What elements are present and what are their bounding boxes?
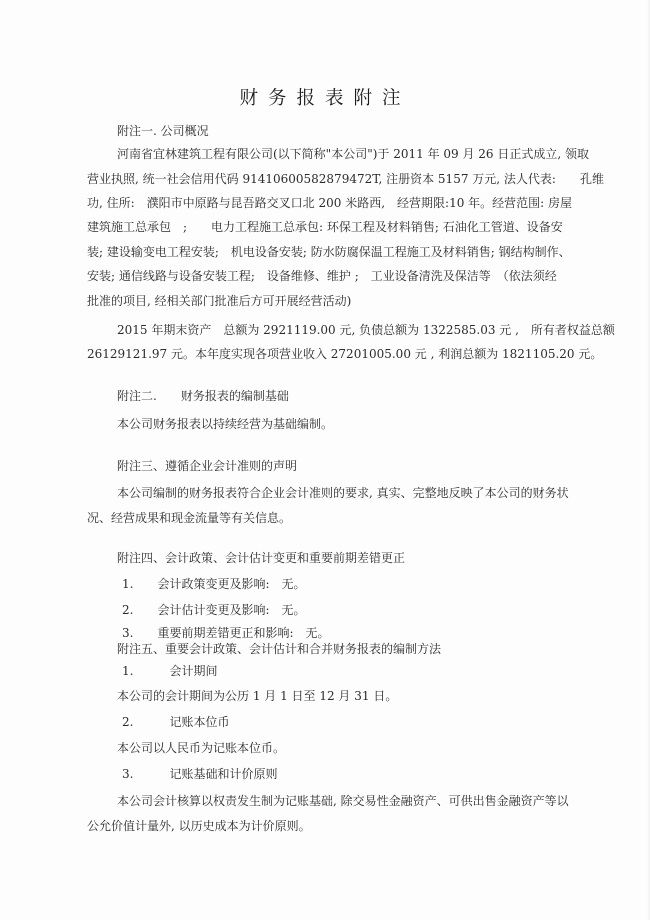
note-4-item-1: 1. 会计政策变更及影响: 无。 — [122, 577, 306, 591]
note-1-text-line: 建筑施工总承包 ; 电力工程施工总承包: 环保工程及材料销售; 石油化工管道、设备安 — [87, 220, 563, 234]
note-1-text-line: 装; 建设输变电工程安装; 机电设备安装; 防水防腐保温工程施工及材料销售; 钢结构制作、 — [87, 245, 571, 259]
note-1-financial-line: 2015 年期末资产 总额为 2921119.00 元, 负债总额为 1322585.03 元 , 所有者权益总额 — [117, 323, 615, 337]
note-3-heading: 附注三、遵循企业会计准则的声明 — [117, 459, 298, 473]
note-5-item-1-text: 本公司的会计期间为公历 1 月 1 日至 12 月 31 日。 — [117, 689, 398, 703]
note-5-item-3-heading: 3. 记账基础和计价原则 — [122, 767, 278, 781]
note-5-item-3-text-line: 公允价值计量外, 以历史成本为计价原则。 — [87, 819, 311, 833]
note-1-text-line: 批准的项目, 经相关部门批准后方可开展经营活动) — [87, 294, 352, 308]
note-2-text: 本公司财务报表以持续经营为基础编制。 — [117, 417, 334, 431]
document-title: 财务报表附注 — [239, 88, 411, 109]
note-1-heading: 附注一. 公司概况 — [117, 124, 209, 138]
note-5-item-3-text-line: 本公司会计核算以权责发生制为记账基础, 除交易性金融资产、可供出售金融资产等以 — [117, 794, 569, 808]
note-3-text-line: 本公司编制的财务报表符合企业会计准则的要求, 真实、完整地反映了本公司的财务状 — [117, 486, 569, 500]
note-5-item-2-heading: 2. 记账本位币 — [122, 715, 230, 729]
note-1-text-line: 河南省宜林建筑工程有限公司(以下简称"本公司")于 2011 年 09 月 26 日正式成立, 领取 — [117, 147, 589, 161]
note-5-heading: 附注五、重要会计政策、会计估计和合并财务报表的编制方法 — [117, 642, 442, 656]
note-1-text-line: 安装; 通信线路与设备安装工程; 设备维修、维护 ; 工业设备清洗及保洁等 （依法须经 — [87, 269, 557, 283]
note-5-item-1-heading: 1. 会计期间 — [122, 664, 218, 678]
note-1-text-line: 营业执照, 统一社会信用代码 91410600582879472T, 注册资本 5157 万元, 法人代表: 孔维 — [87, 172, 604, 186]
note-4-heading: 附注四、会计政策、会计估计变更和重要前期差错更正 — [117, 551, 406, 565]
note-5-item-2-text: 本公司以人民币为记账本位币。 — [117, 741, 286, 755]
note-1-financial-line: 26129121.97 元。本年度实现各项营业收入 27201005.00 元 , 利润总额为 1821105.20 元。 — [87, 347, 603, 361]
note-4-item-2: 2. 会计估计变更及影响: 无。 — [122, 603, 306, 617]
note-1-text-line: 功, 住所: 濮阳市中原路与昆吾路交叉口北 200 米路西, 经营期限:10 年。经营范围: 房屋 — [87, 196, 573, 210]
note-4-item-3: 3. 重要前期差错更正和影响: 无。 — [122, 626, 330, 640]
note-3-text-line: 况、经营成果和现金流量等有关信息。 — [87, 511, 292, 525]
note-2-heading: 附注二. 财务报表的编制基础 — [117, 389, 289, 403]
